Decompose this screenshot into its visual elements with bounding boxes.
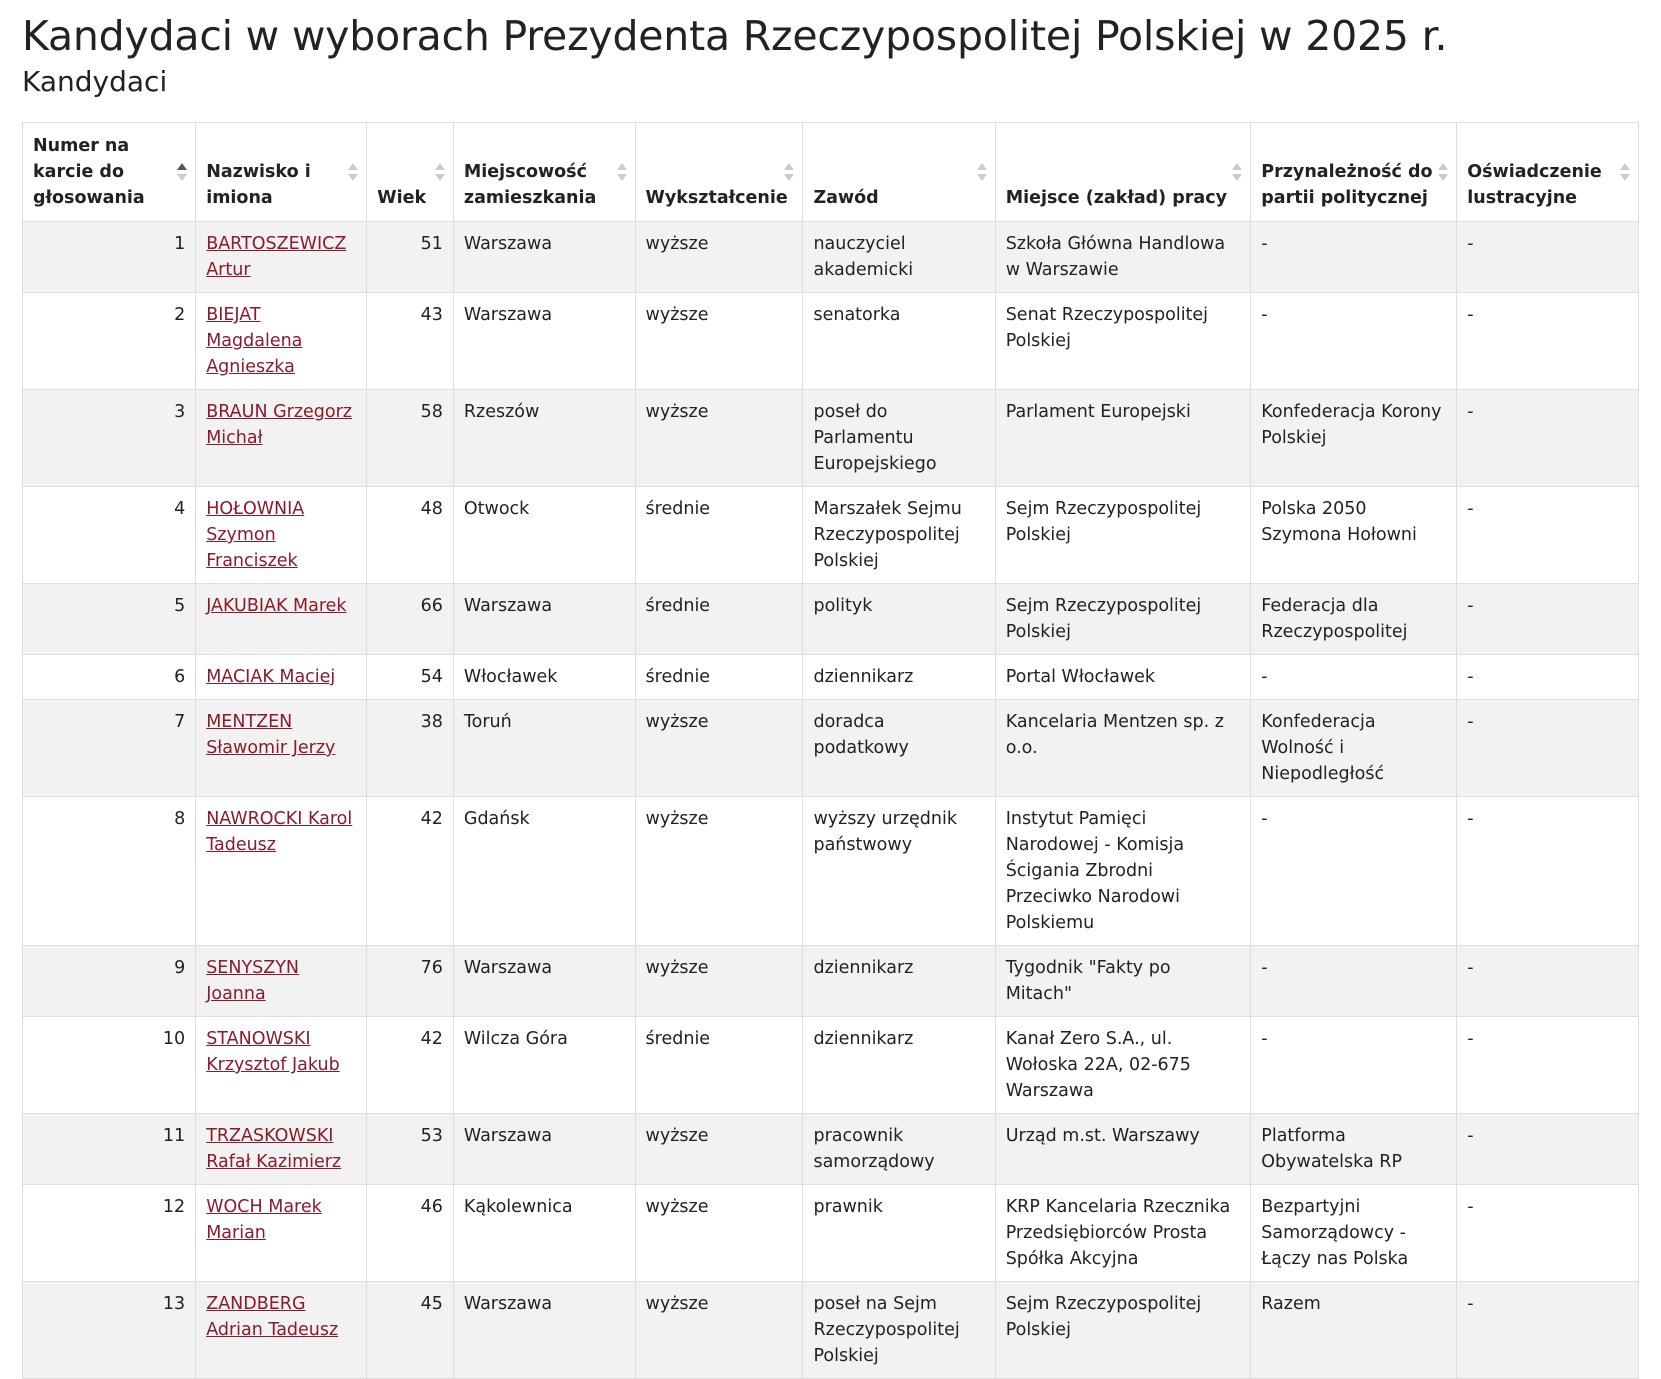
table-header-row bbox=[23, 123, 1639, 222]
table-row bbox=[23, 487, 1639, 584]
cell-name bbox=[196, 1185, 367, 1282]
candidate-link[interactable]: TRZASKOWSKI Rafał Kazimierz bbox=[206, 1126, 342, 1172]
cell-party: Platforma Obywatelska RP bbox=[1251, 1114, 1457, 1185]
cell-number: 10 bbox=[23, 1017, 196, 1114]
cell-name bbox=[196, 487, 367, 584]
cell-occupation: Marszałek Sejmu Rzeczypospolitej Polskiej bbox=[803, 487, 995, 584]
cell-city: Warszawa bbox=[453, 1282, 635, 1379]
cell-lustration: - bbox=[1457, 487, 1639, 584]
cell-workplace: Kancelaria Mentzen sp. z o.o. bbox=[995, 700, 1251, 797]
candidate-link[interactable]: HOŁOWNIA Szymon Franciszek bbox=[206, 499, 305, 571]
cell-occupation: dziennikarz bbox=[803, 946, 995, 1017]
cell-education: wyższe bbox=[635, 1185, 803, 1282]
cell-name bbox=[196, 655, 367, 700]
table-row bbox=[23, 1185, 1639, 1282]
cell-occupation: polityk bbox=[803, 584, 995, 655]
cell-education: wyższe bbox=[635, 797, 803, 946]
table-row bbox=[23, 222, 1639, 293]
cell-party: Konfederacja Korony Polskiej bbox=[1251, 390, 1457, 487]
sort-icon bbox=[348, 161, 358, 183]
sort-icon bbox=[977, 161, 987, 183]
cell-number: 6 bbox=[23, 655, 196, 700]
cell-workplace: Parlament Europejski bbox=[995, 390, 1251, 487]
table-row bbox=[23, 584, 1639, 655]
candidate-link[interactable]: BARTOSZEWICZ Artur bbox=[206, 234, 347, 280]
cell-name bbox=[196, 293, 367, 390]
cell-name bbox=[196, 1282, 367, 1379]
cell-party: - bbox=[1251, 222, 1457, 293]
candidate-link[interactable]: MENTZEN Sławomir Jerzy bbox=[206, 712, 336, 758]
cell-education: średnie bbox=[635, 487, 803, 584]
cell-workplace: Sejm Rzeczypospolitej Polskiej bbox=[995, 487, 1251, 584]
cell-workplace: Tygodnik "Fakty po Mitach" bbox=[995, 946, 1251, 1017]
cell-age: 66 bbox=[367, 584, 454, 655]
cell-party: - bbox=[1251, 797, 1457, 946]
column-header-education[interactable]: Wykształcenie bbox=[635, 123, 803, 222]
cell-city: Gdańsk bbox=[453, 797, 635, 946]
cell-education: wyższe bbox=[635, 1114, 803, 1185]
cell-lustration: - bbox=[1457, 390, 1639, 487]
cell-number: 8 bbox=[23, 797, 196, 946]
cell-city: Otwock bbox=[453, 487, 635, 584]
cell-name bbox=[196, 390, 367, 487]
cell-city: Warszawa bbox=[453, 1114, 635, 1185]
cell-age: 45 bbox=[367, 1282, 454, 1379]
cell-education: wyższe bbox=[635, 1282, 803, 1379]
candidate-link[interactable]: SENYSZYN Joanna bbox=[206, 958, 300, 1004]
candidate-link[interactable]: ZANDBERG Adrian Tadeusz bbox=[206, 1294, 339, 1340]
cell-age: 76 bbox=[367, 946, 454, 1017]
column-header-city[interactable]: Miejscowość zamieszkania bbox=[453, 123, 635, 222]
cell-education: średnie bbox=[635, 1017, 803, 1114]
cell-number: 12 bbox=[23, 1185, 196, 1282]
candidate-link[interactable]: JAKUBIAK Marek bbox=[206, 596, 347, 616]
candidates-table bbox=[22, 122, 1639, 1379]
cell-number: 11 bbox=[23, 1114, 196, 1185]
cell-name bbox=[196, 797, 367, 946]
cell-number: 3 bbox=[23, 390, 196, 487]
column-header-lustration[interactable]: Oświadczenie lustracyjne bbox=[1457, 123, 1639, 222]
cell-education: wyższe bbox=[635, 700, 803, 797]
cell-city: Kąkolewnica bbox=[453, 1185, 635, 1282]
cell-occupation: dziennikarz bbox=[803, 655, 995, 700]
cell-lustration: - bbox=[1457, 584, 1639, 655]
cell-workplace: KRP Kancelaria Rzecznika Przedsiębiorców Prosta Spółka Akcyjna bbox=[995, 1185, 1251, 1282]
column-header-age[interactable]: Wiek bbox=[367, 123, 454, 222]
cell-number: 5 bbox=[23, 584, 196, 655]
page-subtitle: Kandydaci bbox=[22, 65, 168, 98]
cell-lustration: - bbox=[1457, 946, 1639, 1017]
table-row bbox=[23, 655, 1639, 700]
cell-education: wyższe bbox=[635, 946, 803, 1017]
cell-lustration: - bbox=[1457, 1282, 1639, 1379]
cell-age: 54 bbox=[367, 655, 454, 700]
candidate-link[interactable]: WOCH Marek Marian bbox=[206, 1197, 322, 1243]
cell-occupation: doradca podatkowy bbox=[803, 700, 995, 797]
cell-party: Razem bbox=[1251, 1282, 1457, 1379]
cell-city: Toruń bbox=[453, 700, 635, 797]
cell-name bbox=[196, 584, 367, 655]
cell-party: - bbox=[1251, 1017, 1457, 1114]
cell-education: wyższe bbox=[635, 293, 803, 390]
cell-workplace: Sejm Rzeczypospolitej Polskiej bbox=[995, 1282, 1251, 1379]
sort-icon bbox=[1438, 161, 1448, 183]
cell-lustration: - bbox=[1457, 655, 1639, 700]
cell-party: Konfederacja Wolność i Niepodległość bbox=[1251, 700, 1457, 797]
cell-name bbox=[196, 946, 367, 1017]
cell-party: - bbox=[1251, 946, 1457, 1017]
cell-age: 58 bbox=[367, 390, 454, 487]
cell-city: Warszawa bbox=[453, 293, 635, 390]
cell-workplace: Senat Rzeczypospolitej Polskiej bbox=[995, 293, 1251, 390]
cell-number: 1 bbox=[23, 222, 196, 293]
cell-workplace: Sejm Rzeczypospolitej Polskiej bbox=[995, 584, 1251, 655]
cell-age: 42 bbox=[367, 797, 454, 946]
candidate-link[interactable]: MACIAK Maciej bbox=[206, 667, 336, 687]
cell-age: 51 bbox=[367, 222, 454, 293]
cell-lustration: - bbox=[1457, 293, 1639, 390]
table-row bbox=[23, 1017, 1639, 1114]
table-row bbox=[23, 700, 1639, 797]
cell-city: Rzeszów bbox=[453, 390, 635, 487]
cell-workplace: Szkoła Główna Handlowa w Warszawie bbox=[995, 222, 1251, 293]
table-row bbox=[23, 1282, 1639, 1379]
cell-number: 9 bbox=[23, 946, 196, 1017]
candidate-link[interactable]: STANOWSKI Krzysztof Jakub bbox=[206, 1029, 340, 1075]
candidate-link[interactable]: BIEJAT Magdalena Agnieszka bbox=[206, 305, 303, 377]
cell-occupation: senatorka bbox=[803, 293, 995, 390]
cell-education: wyższe bbox=[635, 390, 803, 487]
cell-city: Warszawa bbox=[453, 584, 635, 655]
cell-lustration: - bbox=[1457, 1017, 1639, 1114]
cell-party: Bezpartyjni Samorządowcy - Łączy nas Polska bbox=[1251, 1185, 1457, 1282]
table-row bbox=[23, 293, 1639, 390]
cell-education: średnie bbox=[635, 655, 803, 700]
cell-lustration: - bbox=[1457, 1114, 1639, 1185]
cell-occupation: prawnik bbox=[803, 1185, 995, 1282]
cell-lustration: - bbox=[1457, 797, 1639, 946]
cell-number: 4 bbox=[23, 487, 196, 584]
cell-name bbox=[196, 1017, 367, 1114]
cell-party: - bbox=[1251, 293, 1457, 390]
cell-workplace: Kanał Zero S.A., ul. Wołoska 22A, 02-675 Warszawa bbox=[995, 1017, 1251, 1114]
cell-lustration: - bbox=[1457, 222, 1639, 293]
cell-age: 48 bbox=[367, 487, 454, 584]
table-row bbox=[23, 390, 1639, 487]
cell-occupation: nauczyciel akademicki bbox=[803, 222, 995, 293]
sort-icon bbox=[784, 161, 794, 183]
cell-occupation: poseł na Sejm Rzeczypospolitej Polskiej bbox=[803, 1282, 995, 1379]
cell-occupation: wyższy urzędnik państwowy bbox=[803, 797, 995, 946]
cell-city: Wilcza Góra bbox=[453, 1017, 635, 1114]
sort-icon bbox=[617, 161, 627, 183]
candidate-link[interactable]: NAWROCKI Karol Tadeusz bbox=[206, 809, 353, 855]
cell-workplace: Portal Włocławek bbox=[995, 655, 1251, 700]
column-header-number[interactable]: Numer na karcie do głosowania bbox=[23, 123, 196, 222]
cell-age: 43 bbox=[367, 293, 454, 390]
cell-name bbox=[196, 1114, 367, 1185]
cell-occupation: poseł do Parlamentu Europejskiego bbox=[803, 390, 995, 487]
cell-education: średnie bbox=[635, 584, 803, 655]
cell-age: 53 bbox=[367, 1114, 454, 1185]
column-header-occupation[interactable]: Zawód bbox=[803, 123, 995, 222]
candidate-link[interactable]: BRAUN Grzegorz Michał bbox=[206, 402, 352, 448]
cell-city: Włocławek bbox=[453, 655, 635, 700]
cell-occupation: dziennikarz bbox=[803, 1017, 995, 1114]
column-header-name[interactable]: Nazwisko i imiona bbox=[196, 123, 367, 222]
table-row bbox=[23, 1114, 1639, 1185]
column-header-workplace[interactable]: Miejsce (zakład) pracy bbox=[995, 123, 1251, 222]
cell-number: 2 bbox=[23, 293, 196, 390]
cell-occupation: pracownik samorządowy bbox=[803, 1114, 995, 1185]
sort-icon bbox=[1232, 161, 1242, 183]
cell-name bbox=[196, 222, 367, 293]
page-title: Kandydaci w wyborach Prezydenta Rzeczypospolitej Polskiej w 2025 r. bbox=[22, 12, 1448, 60]
cell-workplace: Instytut Pamięci Narodowej - Komisja Ścigania Zbrodni Przeciwko Narodowi Polskiemu bbox=[995, 797, 1251, 946]
cell-age: 46 bbox=[367, 1185, 454, 1282]
table-row bbox=[23, 946, 1639, 1017]
sort-icon bbox=[1620, 161, 1630, 183]
cell-city: Warszawa bbox=[453, 222, 635, 293]
table-row bbox=[23, 797, 1639, 946]
cell-number: 7 bbox=[23, 700, 196, 797]
sort-icon bbox=[177, 161, 187, 183]
cell-party: - bbox=[1251, 655, 1457, 700]
column-header-party[interactable]: Przynależność do partii politycznej bbox=[1251, 123, 1457, 222]
cell-party: Polska 2050 Szymona Hołowni bbox=[1251, 487, 1457, 584]
cell-party: Federacja dla Rzeczypospolitej bbox=[1251, 584, 1457, 655]
cell-lustration: - bbox=[1457, 700, 1639, 797]
cell-name bbox=[196, 700, 367, 797]
cell-education: wyższe bbox=[635, 222, 803, 293]
cell-lustration: - bbox=[1457, 1185, 1639, 1282]
cell-workplace: Urząd m.st. Warszawy bbox=[995, 1114, 1251, 1185]
cell-age: 42 bbox=[367, 1017, 454, 1114]
cell-number: 13 bbox=[23, 1282, 196, 1379]
cell-city: Warszawa bbox=[453, 946, 635, 1017]
sort-icon bbox=[435, 161, 445, 183]
cell-age: 38 bbox=[367, 700, 454, 797]
